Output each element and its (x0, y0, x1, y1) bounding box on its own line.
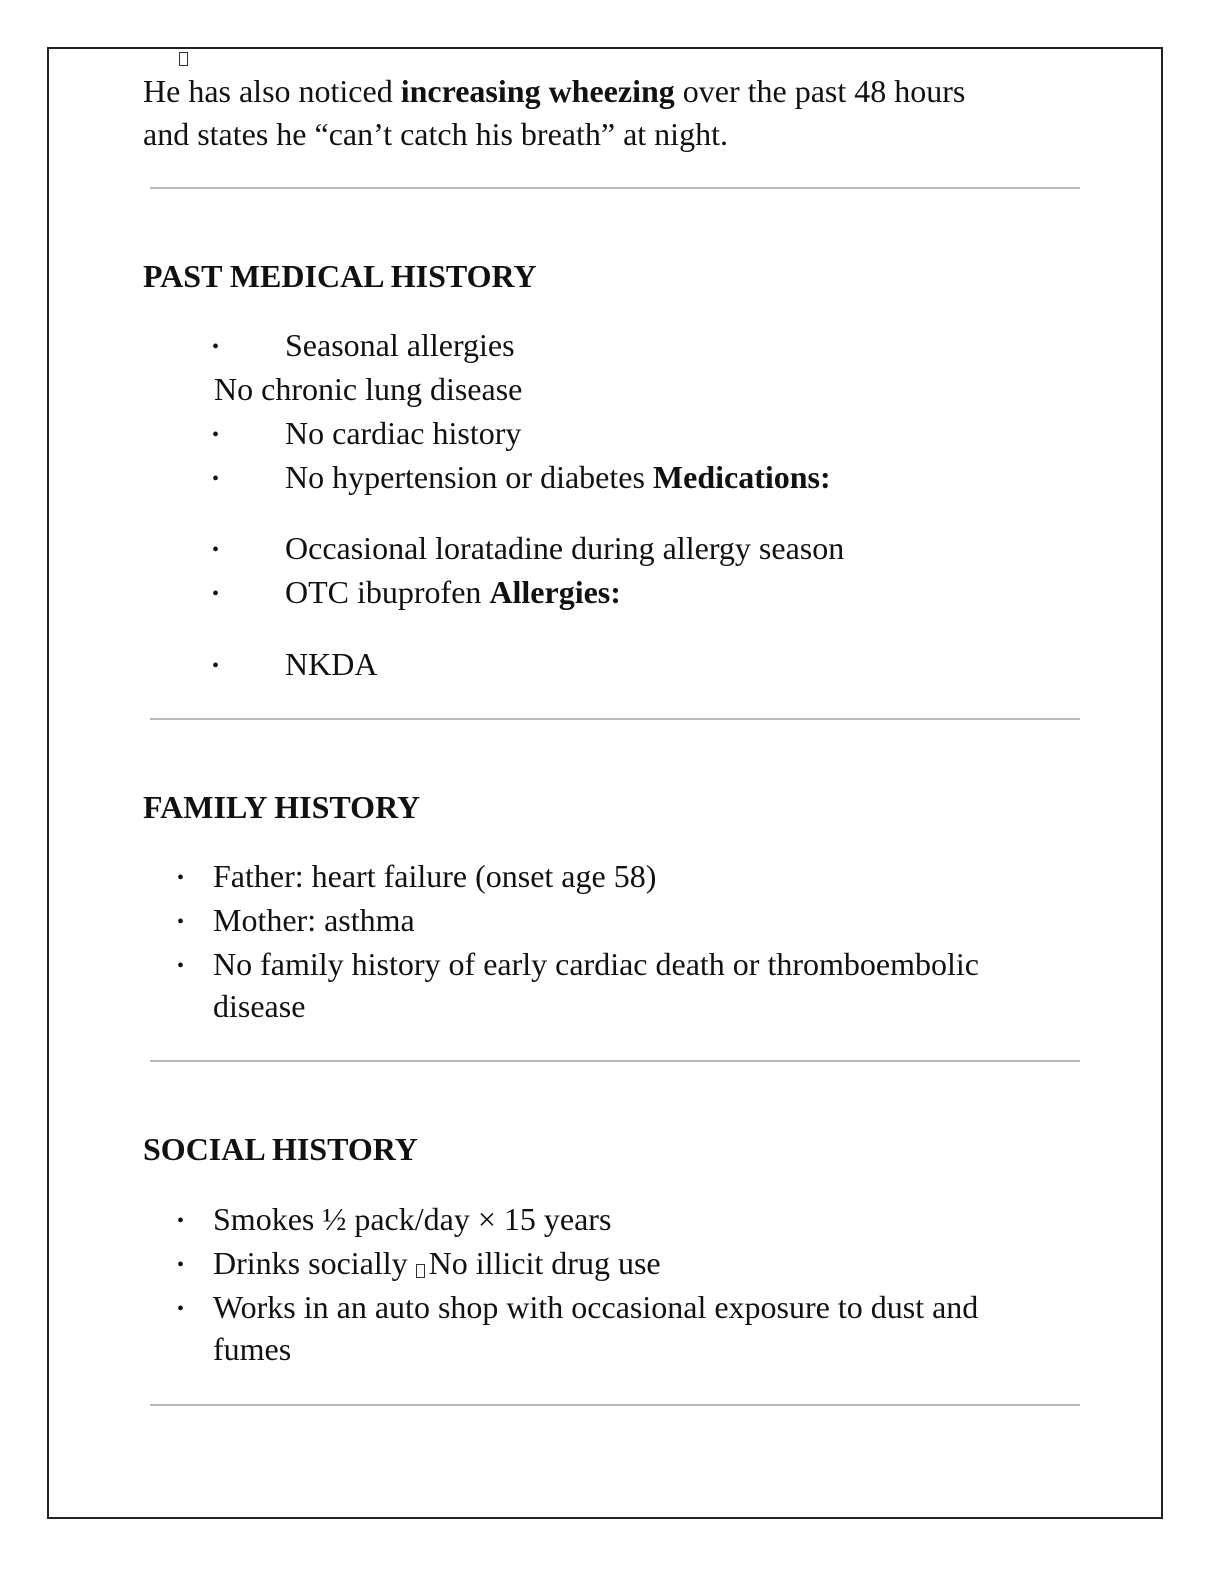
bullet-icon: • (177, 1298, 185, 1320)
divider (150, 718, 1080, 720)
bullet-icon: • (212, 468, 220, 490)
bullet-icon: • (177, 955, 185, 977)
divider (150, 187, 1080, 189)
section-heading-family: FAMILY HISTORY (143, 789, 421, 825)
bullet-icon: • (177, 1210, 185, 1232)
pmh-item-no-cardiac: No cardiac history (285, 415, 522, 451)
pmh-item-no-chronic: No chronic lung disease (214, 371, 523, 407)
bullet-icon: • (177, 911, 185, 933)
bullet-icon: • (212, 539, 220, 561)
intro-line-1: He has also noticed increasing wheezing over the past 48 hours (143, 73, 966, 109)
intro-line-2: and states he “can’t catch his breath” at night. (143, 116, 728, 152)
section-heading-social: SOCIAL HISTORY (143, 1131, 418, 1167)
divider (150, 1060, 1080, 1062)
missing-glyph-icon (179, 52, 188, 66)
social-item-drinks: Drinks socially No illicit drug use (213, 1245, 661, 1281)
bullet-icon: • (212, 336, 220, 358)
divider (150, 1404, 1080, 1406)
family-item-no-family-line2: disease (213, 988, 306, 1024)
pmh-item-no-htn: No hypertension or diabetes Medications: (285, 459, 831, 495)
family-item-mother: Mother: asthma (213, 902, 415, 938)
social-item-smokes: Smokes ½ pack/day × 15 years (213, 1201, 612, 1237)
missing-glyph-icon (416, 1264, 425, 1278)
allergy-item-nkda: NKDA (285, 646, 378, 682)
bullet-icon: • (212, 655, 220, 677)
social-item-works-line1: Works in an auto shop with occasional exposure to dust and (213, 1289, 979, 1325)
section-heading-pmh: PAST MEDICAL HISTORY (143, 258, 537, 294)
bullet-icon: • (177, 867, 185, 889)
bullet-icon: • (177, 1254, 185, 1276)
bullet-icon: • (212, 424, 220, 446)
social-item-works-line2: fumes (213, 1331, 292, 1367)
med-item-loratadine: Occasional loratadine during allergy season (285, 530, 845, 566)
med-item-ibuprofen: OTC ibuprofen Allergies: (285, 574, 621, 610)
bullet-icon: • (212, 583, 220, 605)
family-item-father: Father: heart failure (onset age 58) (213, 858, 657, 894)
family-item-no-family-line1: No family history of early cardiac death or thromboembolic (213, 946, 979, 982)
pmh-item-seasonal: Seasonal allergies (285, 327, 515, 363)
